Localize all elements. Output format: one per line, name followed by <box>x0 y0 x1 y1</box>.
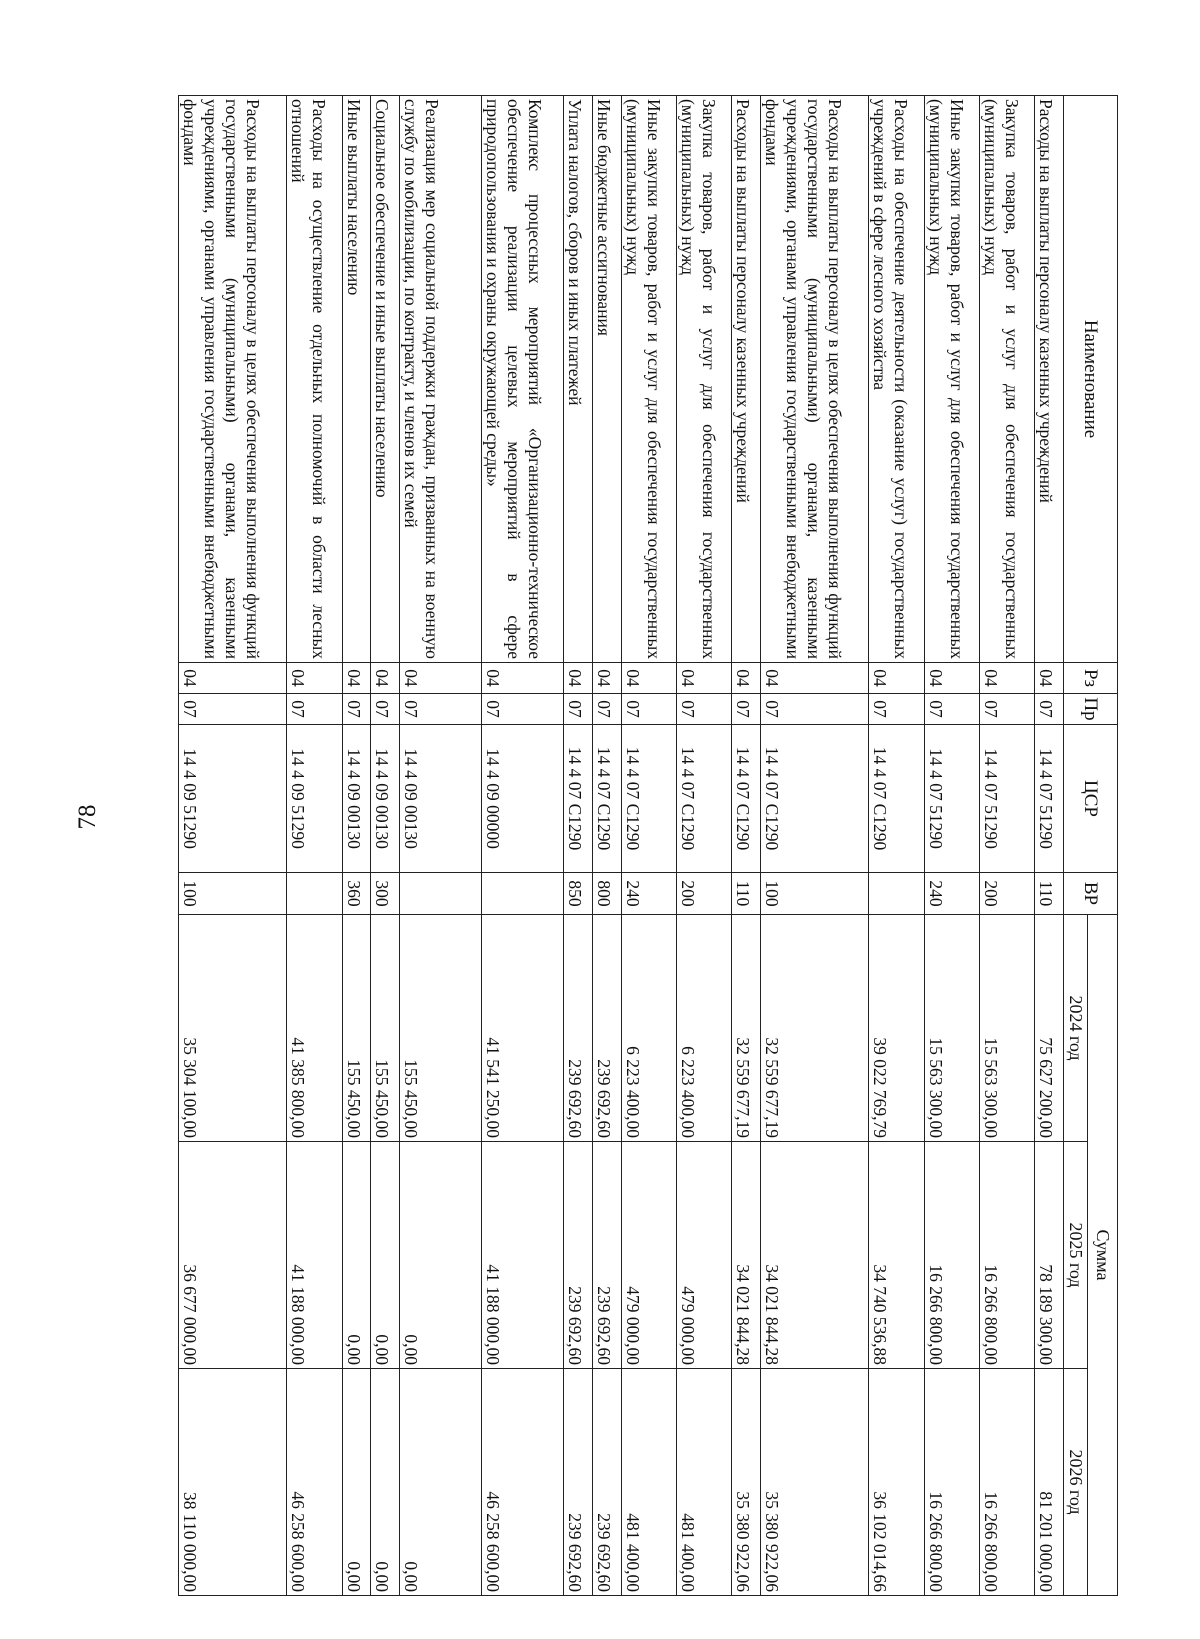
cell-2024: 155 450,00 <box>371 915 400 1142</box>
cell-name: Закупка товаров, работ и услуг для обеспечения государственных (муниципальных) нужд <box>979 96 1034 663</box>
cell-name: Социальное обеспечение и иные выплаты населению <box>371 96 400 663</box>
cell-vr <box>287 873 342 915</box>
cell-pr: 07 <box>342 694 371 725</box>
cell-2025: 41 188 000,00 <box>287 1142 342 1369</box>
cell-2025: 36 677 000,00 <box>179 1142 287 1369</box>
table-row <box>924 96 979 1596</box>
cell-2025: 34 021 844,28 <box>732 1142 761 1369</box>
cell-pr: 07 <box>563 694 592 725</box>
cell-2026: 239 692,60 <box>563 1369 592 1596</box>
cell-name: Расходы на выплаты персоналу в целях обеспечения выполнения функций государственными (муниципальными) органами, казенными учреждениями, органами управления государственными внебюджетными фондами <box>179 96 287 663</box>
cell-2024: 15 563 300,00 <box>979 915 1034 1142</box>
table-row <box>287 96 342 1596</box>
cell-name: Уплата налогов, сборов и иных платежей <box>563 96 592 663</box>
cell-name: Иные закупки товаров, работ и услуг для обеспечения государственных (муниципальных) нужд <box>924 96 979 663</box>
table-row <box>869 96 924 1596</box>
cell-pr: 07 <box>676 694 731 725</box>
cell-name: Реализация мер социальной поддержки граждан, призванных на военную службу по мобилизации, по контракту, и членов их семей <box>400 96 482 663</box>
table-row <box>676 96 731 1596</box>
cell-vr: 240 <box>621 873 676 915</box>
table-row <box>592 96 621 1596</box>
cell-2026: 46 258 600,00 <box>287 1369 342 1596</box>
cell-2025: 16 266 800,00 <box>924 1142 979 1369</box>
cell-pr: 07 <box>621 694 676 725</box>
cell-name: Закупка товаров, работ и услуг для обеспечения государственных (муниципальных) нужд <box>676 96 731 663</box>
cell-2024: 15 563 300,00 <box>924 915 979 1142</box>
header-vr: ВР <box>1064 873 1118 915</box>
cell-vr <box>482 873 564 915</box>
header-csr: ЦСР <box>1064 725 1118 873</box>
cell-2024: 75 627 200,00 <box>1035 915 1064 1142</box>
cell-name: Иные закупки товаров, работ и услуг для обеспечения государственных (муниципальных) нужд <box>621 96 676 663</box>
cell-2026: 481 400,00 <box>676 1369 731 1596</box>
cell-2026: 36 102 014,66 <box>869 1369 924 1596</box>
cell-2025: 34 021 844,28 <box>761 1142 869 1369</box>
cell-pr: 07 <box>732 694 761 725</box>
cell-2025: 239 692,60 <box>563 1142 592 1369</box>
cell-csr: 14 4 07 С1290 <box>676 725 731 873</box>
cell-csr: 14 4 09 00000 <box>482 725 564 873</box>
cell-2024: 6 223 400,00 <box>621 915 676 1142</box>
cell-csr: 14 4 07 51290 <box>979 725 1034 873</box>
cell-vr: 200 <box>676 873 731 915</box>
cell-csr: 14 4 07 51290 <box>924 725 979 873</box>
cell-2024: 239 692,60 <box>592 915 621 1142</box>
table-row <box>179 96 287 1596</box>
cell-2026: 481 400,00 <box>621 1369 676 1596</box>
cell-2026: 35 380 922,06 <box>732 1369 761 1596</box>
cell-2025: 34 740 536,88 <box>869 1142 924 1369</box>
cell-vr: 800 <box>592 873 621 915</box>
cell-csr: 14 4 07 С1290 <box>592 725 621 873</box>
cell-pr: 07 <box>761 694 869 725</box>
cell-vr: 100 <box>761 873 869 915</box>
cell-2025: 0,00 <box>342 1142 371 1369</box>
cell-2026: 239 692,60 <box>592 1369 621 1596</box>
cell-2026: 81 201 000,00 <box>1035 1369 1064 1596</box>
cell-rz: 04 <box>592 663 621 694</box>
cell-2025: 0,00 <box>400 1142 482 1369</box>
budget-table <box>178 95 1118 1596</box>
cell-pr: 07 <box>979 694 1034 725</box>
cell-2024: 32 559 677,19 <box>761 915 869 1142</box>
cell-rz: 04 <box>979 663 1034 694</box>
cell-name: Расходы на осуществление отдельных полномочий в области лесных отношений <box>287 96 342 663</box>
header-2026: 2026 год <box>1064 1369 1088 1596</box>
cell-csr: 14 4 09 00130 <box>342 725 371 873</box>
cell-rz: 04 <box>371 663 400 694</box>
cell-2025: 41 188 000,00 <box>482 1142 564 1369</box>
cell-pr: 07 <box>869 694 924 725</box>
cell-pr: 07 <box>592 694 621 725</box>
cell-vr <box>869 873 924 915</box>
cell-2026: 35 380 922,06 <box>761 1369 869 1596</box>
cell-vr: 100 <box>179 873 287 915</box>
cell-name: Расходы на выплаты персоналу казенных учреждений <box>732 96 761 663</box>
cell-rz: 04 <box>179 663 287 694</box>
cell-name: Расходы на выплаты персоналу казенных учреждений <box>1035 96 1064 663</box>
cell-rz: 04 <box>676 663 731 694</box>
cell-2026: 0,00 <box>400 1369 482 1596</box>
cell-vr <box>400 873 482 915</box>
cell-rz: 04 <box>342 663 371 694</box>
cell-csr: 14 4 07 С1290 <box>732 725 761 873</box>
table-row <box>621 96 676 1596</box>
cell-rz: 04 <box>761 663 869 694</box>
cell-rz: 04 <box>621 663 676 694</box>
cell-pr: 07 <box>482 694 564 725</box>
cell-rz: 04 <box>1035 663 1064 694</box>
table-row <box>342 96 371 1596</box>
table-row <box>371 96 400 1596</box>
header-rz: Рз <box>1064 663 1118 694</box>
cell-name: Иные выплаты населению <box>342 96 371 663</box>
cell-vr: 850 <box>563 873 592 915</box>
cell-rz: 04 <box>287 663 342 694</box>
cell-2026: 0,00 <box>342 1369 371 1596</box>
header-2024: 2024 год <box>1064 915 1088 1142</box>
cell-vr: 110 <box>732 873 761 915</box>
header-pr: Пр <box>1064 694 1118 725</box>
cell-2026: 0,00 <box>371 1369 400 1596</box>
cell-name: Иные бюджетные ассигнования <box>592 96 621 663</box>
cell-2025: 479 000,00 <box>621 1142 676 1369</box>
cell-pr: 07 <box>179 694 287 725</box>
cell-rz: 04 <box>732 663 761 694</box>
cell-csr: 14 4 09 00130 <box>400 725 482 873</box>
cell-vr: 200 <box>979 873 1034 915</box>
cell-2026: 16 266 800,00 <box>924 1369 979 1596</box>
table-row <box>400 96 482 1596</box>
cell-2024: 239 692,60 <box>563 915 592 1142</box>
table-row <box>979 96 1034 1596</box>
cell-vr: 110 <box>1035 873 1064 915</box>
cell-pr: 07 <box>924 694 979 725</box>
cell-2025: 78 189 300,00 <box>1035 1142 1064 1369</box>
header-name: Наименование <box>1064 96 1118 663</box>
cell-2026: 38 110 000,00 <box>179 1369 287 1596</box>
cell-csr: 14 4 07 С1290 <box>761 725 869 873</box>
header-2025: 2025 год <box>1064 1142 1088 1369</box>
cell-rz: 04 <box>400 663 482 694</box>
cell-csr: 14 4 09 51290 <box>179 725 287 873</box>
cell-2025: 239 692,60 <box>592 1142 621 1369</box>
cell-2024: 41 385 800,00 <box>287 915 342 1142</box>
table-row <box>761 96 869 1596</box>
cell-2026: 46 258 600,00 <box>482 1369 564 1596</box>
budget-table-page <box>178 95 1118 1595</box>
cell-vr: 300 <box>371 873 400 915</box>
cell-2024: 6 223 400,00 <box>676 915 731 1142</box>
cell-2024: 155 450,00 <box>400 915 482 1142</box>
cell-2024: 41 541 250,00 <box>482 915 564 1142</box>
cell-2025: 16 266 800,00 <box>979 1142 1034 1369</box>
cell-2024: 32 559 677,19 <box>732 915 761 1142</box>
cell-name: Расходы на обеспечение деятельности (оказание услуг) государственных учреждений в сфере лесного хозяйства <box>869 96 924 663</box>
cell-csr: 14 4 09 00130 <box>371 725 400 873</box>
table-row <box>732 96 761 1596</box>
cell-rz: 04 <box>869 663 924 694</box>
cell-rz: 04 <box>482 663 564 694</box>
table-row <box>482 96 564 1596</box>
cell-vr: 360 <box>342 873 371 915</box>
cell-pr: 07 <box>371 694 400 725</box>
cell-csr: 14 4 07 С1290 <box>563 725 592 873</box>
cell-2026: 16 266 800,00 <box>979 1369 1034 1596</box>
page-number: 78 <box>74 804 101 830</box>
cell-name: Комплекс процессных мероприятий «Организационно-техническое обеспечение реализации целевых мероприятий в сфере природопользования и охраны окружающей среды» <box>482 96 564 663</box>
cell-csr: 14 4 09 51290 <box>287 725 342 873</box>
cell-pr: 07 <box>287 694 342 725</box>
cell-2025: 0,00 <box>371 1142 400 1369</box>
cell-csr: 14 4 07 С1290 <box>869 725 924 873</box>
cell-pr: 07 <box>1035 694 1064 725</box>
cell-2024: 35 304 100,00 <box>179 915 287 1142</box>
table-row <box>1035 96 1064 1596</box>
cell-pr: 07 <box>400 694 482 725</box>
cell-rz: 04 <box>924 663 979 694</box>
cell-2025: 479 000,00 <box>676 1142 731 1369</box>
table-row <box>563 96 592 1596</box>
cell-2024: 39 022 769,79 <box>869 915 924 1142</box>
cell-2024: 155 450,00 <box>342 915 371 1142</box>
cell-vr: 240 <box>924 873 979 915</box>
cell-csr: 14 4 07 51290 <box>1035 725 1064 873</box>
header-sum: Сумма <box>1088 915 1118 1596</box>
cell-name: Расходы на выплаты персоналу в целях обеспечения выполнения функций государственными (муниципальными) органами, казенными учреждениями, органами управления государственными внебюджетными фондами <box>761 96 869 663</box>
cell-rz: 04 <box>563 663 592 694</box>
cell-csr: 14 4 07 С1290 <box>621 725 676 873</box>
